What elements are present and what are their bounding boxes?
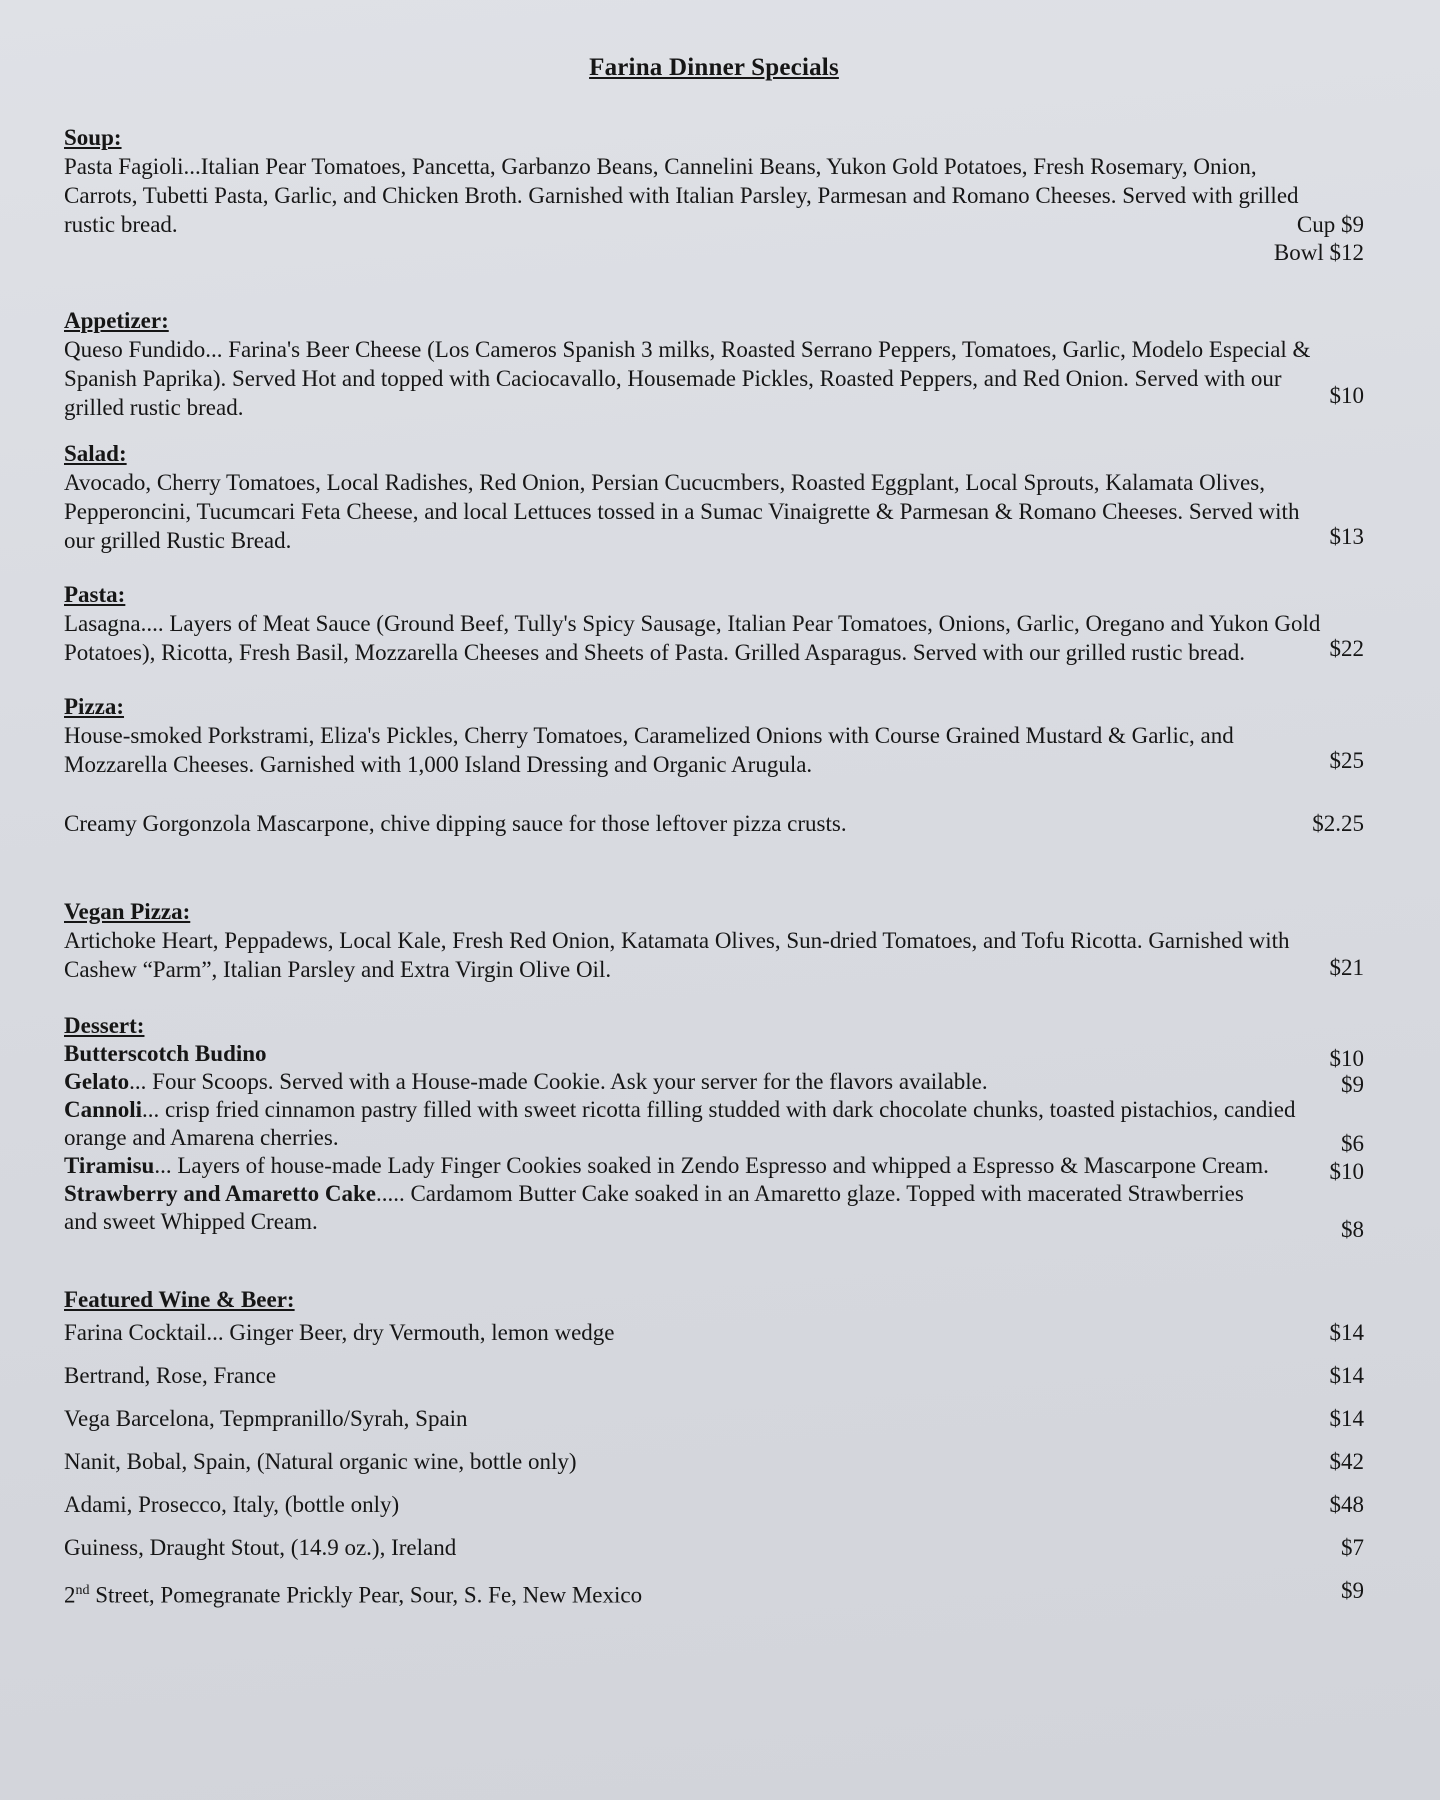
dessert-price: $6 <box>1341 1131 1364 1156</box>
dessert-name: Gelato <box>64 1069 130 1094</box>
soup-section <box>64 124 1364 267</box>
pizza-section <box>64 693 1364 838</box>
pizza-heading: Pizza: <box>64 694 125 719</box>
wine-name: Bertrand, Rose, France <box>64 1363 277 1388</box>
dessert-description: ... Layers of house-made Lady Finger Cookies soaked in Zendo Espresso and whipped a Espresso & Mascarpone Cream. <box>154 1153 1269 1178</box>
appetizer-price: $10 <box>1329 383 1364 408</box>
dessert-price: $9 <box>1341 1072 1364 1097</box>
wine-item <box>64 1318 1364 1348</box>
beer-price: $9 <box>1341 1578 1364 1603</box>
dessert-price: $10 <box>1329 1159 1364 1184</box>
wine-name: Adami, Prosecco, Italy, (bottle only) <box>64 1492 400 1517</box>
dessert-name: Strawberry and Amaretto Cake <box>64 1181 376 1206</box>
dessert-description: ... crisp fried cinnamon pastry filled with sweet ricotta filling studded with dark chocolate chunks, toasted pistachios, candied orange and Amarena cherries. <box>64 1097 1296 1150</box>
soup-description: Pasta Fagioli...Italian Pear Tomatoes, Pancetta, Garbanzo Beans, Cannelini Beans, Yukon Gold Potatoes, Fresh Rosemary, Onion, Carrots, Tubetti Pasta, Garlic, and Chicken Broth. Garnished with Italian Parsley, Parmesan and Romano Cheeses. Served with grilled rustic bread. <box>64 154 1299 237</box>
dipping-sauce-row <box>64 809 1364 838</box>
soup-price-bowl: Bowl $12 <box>1273 240 1364 265</box>
beer-name-superscript: nd <box>75 1583 90 1598</box>
dessert-name: Tiramisu <box>64 1153 155 1178</box>
vegan-pizza-section <box>64 898 1364 982</box>
vegan-pizza-heading: Vegan Pizza: <box>64 899 191 924</box>
beer-name <box>64 1576 642 1611</box>
pizza-price: $25 <box>1329 748 1364 773</box>
pasta-price: $22 <box>1329 636 1364 661</box>
menu-title: Farina Dinner Specials <box>589 54 839 81</box>
wine-item <box>64 1447 1364 1477</box>
beer-item <box>64 1533 1364 1563</box>
wine-price: $14 <box>1329 1363 1364 1388</box>
pasta-section <box>64 581 1364 663</box>
wine-price: $48 <box>1329 1492 1364 1517</box>
dipping-sauce-description: Creamy Gorgonzola Mascarpone, chive dipping sauce for those leftover pizza crusts. <box>64 811 847 836</box>
soup-heading: Soup: <box>64 125 122 150</box>
dessert-name: Butterscotch Budino <box>64 1041 267 1066</box>
vegan-pizza-price: $21 <box>1329 955 1364 980</box>
wine-beer-heading: Featured Wine & Beer: <box>64 1287 295 1312</box>
dessert-name: Cannoli <box>64 1097 142 1122</box>
dessert-item-cannoli <box>64 1096 1364 1156</box>
dessert-item-cake <box>64 1180 1364 1242</box>
wine-price: $42 <box>1329 1449 1364 1474</box>
wine-name: Vega Barcelona, Tepmpranillo/Syrah, Spain <box>64 1406 468 1431</box>
appetizer-heading: Appetizer: <box>64 308 169 333</box>
wine-name: Nanit, Bobal, Spain, (Natural organic wine, bottle only) <box>64 1449 577 1474</box>
wine-name: Farina Cocktail... Ginger Beer, dry Vermouth, lemon wedge <box>64 1320 615 1345</box>
menu-content <box>64 54 1364 1641</box>
salad-price: $13 <box>1329 524 1364 549</box>
dessert-price: $10 <box>1329 1046 1364 1071</box>
dessert-heading: Dessert: <box>64 1013 145 1038</box>
wine-price: $14 <box>1329 1320 1364 1345</box>
pasta-heading: Pasta: <box>64 582 126 607</box>
pizza-description: House-smoked Porkstrami, Eliza's Pickles, Cherry Tomatoes, Caramelized Onions with Course Grained Mustard & Garlic, and Mozzarella Cheeses. Garnished with 1,000 Island Dressing and Organic Arugula. <box>64 723 1234 777</box>
dessert-description: ... Four Scoops. Served with a House-made Cookie. Ask your server for the flavors available. <box>129 1069 988 1094</box>
beer-price: $7 <box>1341 1535 1364 1560</box>
wine-beer-section <box>64 1286 1364 1611</box>
wine-item <box>64 1490 1364 1520</box>
beer-name: Guiness, Draught Stout, (14.9 oz.), Ireland <box>64 1535 457 1560</box>
wine-item <box>64 1361 1364 1391</box>
dessert-item-budino <box>64 1040 1364 1071</box>
soup-price-cup: Cup $9 <box>1296 212 1364 237</box>
salad-description: Avocado, Cherry Tomatoes, Local Radishes, Red Onion, Persian Cucucmbers, Roasted Eggplant, Local Sprouts, Kalamata Olives, Pepperoncini, Tucumcari Feta Cheese, and local Lettuces tossed in a Sumac Vinaigrette & Parmesan & Romano Cheeses. Served with our grilled Rustic Bread. <box>64 470 1300 553</box>
salad-heading: Salad: <box>64 441 127 466</box>
pasta-description: Lasagna.... Layers of Meat Sauce (Ground Beef, Tully's Spicy Sausage, Italian Pear Tomatoes, Onions, Garlic, Oregano and Yukon Gold Potatoes), Ricotta, Fresh Basil, Mozzarella Cheeses and Sheets of Pasta. Grilled Asparagus. Served with our grilled rustic bread. <box>64 611 1321 665</box>
dessert-item-tiramisu <box>64 1152 1364 1184</box>
appetizer-description: Queso Fundido... Farina's Beer Cheese (Los Cameros Spanish 3 milks, Roasted Serrano Peppers, Tomatoes, Garlic, Modelo Especial & Spanish Paprika). Served Hot and topped with Caciocavallo, Housemade Pickles, Roasted Peppers, and Red Onion. Served with our grilled rustic bread. <box>64 337 1311 420</box>
beer-name-prefix: 2 <box>64 1582 76 1608</box>
wine-item <box>64 1404 1364 1434</box>
appetizer-section <box>64 307 1364 420</box>
salad-section <box>64 440 1364 551</box>
beer-item <box>64 1576 1364 1611</box>
dessert-description: ..... Cardamom Butter Cake soaked in an Amaretto glaze. Topped with macerated Strawberries and sweet Whipped Cream. <box>64 1181 1244 1234</box>
vegan-pizza-description: Artichoke Heart, Peppadews, Local Kale, Fresh Red Onion, Katamata Olives, Sun-dried Tomatoes, and Tofu Ricotta. Garnished with Cashew “Parm”, Italian Parsley and Extra Virgin Olive Oil. <box>64 928 1290 982</box>
dipping-sauce-price: $2.25 <box>1312 811 1364 836</box>
beer-name-rest: Street, Pomegranate Prickly Pear, Sour, S. Fe, New Mexico <box>89 1582 643 1608</box>
dessert-section <box>64 1012 1364 1242</box>
wine-price: $14 <box>1329 1406 1364 1431</box>
dessert-item-gelato <box>64 1068 1364 1096</box>
dessert-price: $8 <box>1341 1217 1364 1242</box>
